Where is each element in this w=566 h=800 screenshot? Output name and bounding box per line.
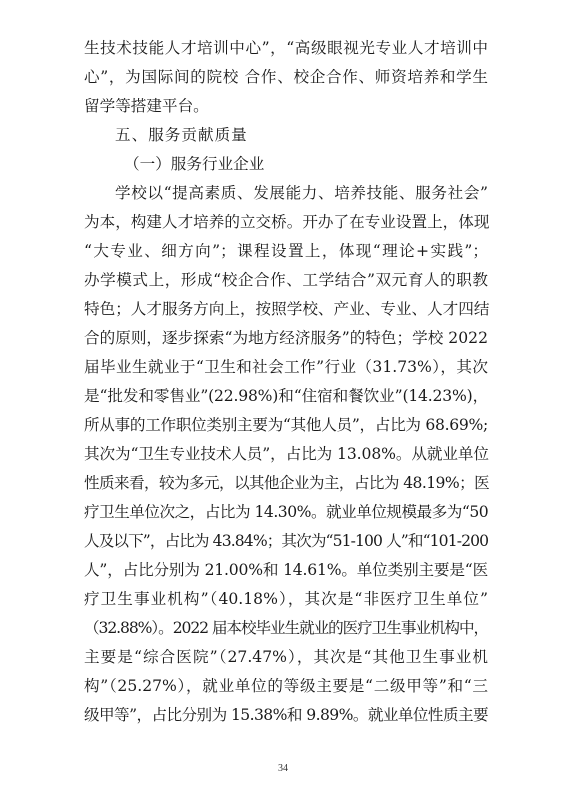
paragraph-line: 人”，占比分别为 21.00%和 14.61%。单位类别主要是“医: [84, 561, 488, 579]
paragraph-line: 构”（25.27%），就业单位的等级主要是“二级甲等”和“三: [84, 677, 488, 695]
paragraph-line: 届毕业生就业于“卫生和社会工作”行业（31.73%），其次: [84, 358, 488, 376]
page-number: 34: [278, 763, 288, 774]
paragraph-line: 所从事的工作职位类别主要为“其他人员”，占比为 68.69%;: [84, 416, 488, 434]
paragraph-line: 主要是“综合医院”（27.47%），其次是“其他卫生事业机: [84, 648, 488, 666]
paragraph-line: 性质来看，较为多元，以其他企业为主，占比为 48.19%；医: [84, 474, 490, 492]
subsection-heading: （一）服务行业企业: [124, 155, 265, 173]
document-body: [84, 34, 488, 730]
paragraph-line: 为本，构建人才培养的立交桥。开办了在专业设置上，体现: [84, 213, 490, 231]
paragraph-line: 学校以“提高素质、发展能力、培养技能、服务社会”: [115, 184, 488, 202]
paragraph-line: 特色；人才服务方向上，按照学校、产业、专业、人才四结: [84, 300, 490, 318]
paragraph-line: “大专业、细方向”；课程设置上，体现“理论+实践”；: [84, 242, 488, 260]
paragraph-line: 是“批发和零售业”(22.98%)和“住宿和餐饮业”(14.23%)，: [84, 387, 488, 405]
paragraph-line: 人及以下”，占比为 43.84%；其次为“51-100 人”和“101-200: [84, 532, 489, 550]
paragraph-line: 疗卫生事业机构”（40.18%），其次是“非医疗卫生单位”: [84, 590, 488, 608]
section-heading: 五、服务贡献质量: [115, 126, 248, 144]
paragraph-line: （32.88%）。2022 届本校毕业生就业的医疗卫生事业机构中，: [84, 619, 488, 637]
paragraph-line: 合的原则，逐步探索“为地方经济服务”的特色；学校 2022: [84, 329, 488, 347]
paragraph-line: 生技术技能人才培训中心”，“高级眼视光专业人才培训中: [84, 39, 488, 57]
paragraph-line: 留学等搭建平台。: [84, 97, 209, 115]
paragraph-line: 心”，为国际间的院校 合作、校企合作、师资培养和学生: [84, 68, 488, 86]
paragraph-line: 级甲等”，占比分别为 15.38%和 9.89%。就业单位性质主要: [84, 706, 488, 724]
paragraph-line: 疗卫生单位次之，占比为 14.30%。就业单位规模最多为“50: [84, 503, 489, 521]
paragraph-line: 其次为“卫生专业技术人员”，占比为 13.08%。从就业单位: [84, 445, 489, 463]
paragraph-line: 办学模式上，形成“校企合作、工学结合”双元育人的职教: [84, 271, 488, 289]
